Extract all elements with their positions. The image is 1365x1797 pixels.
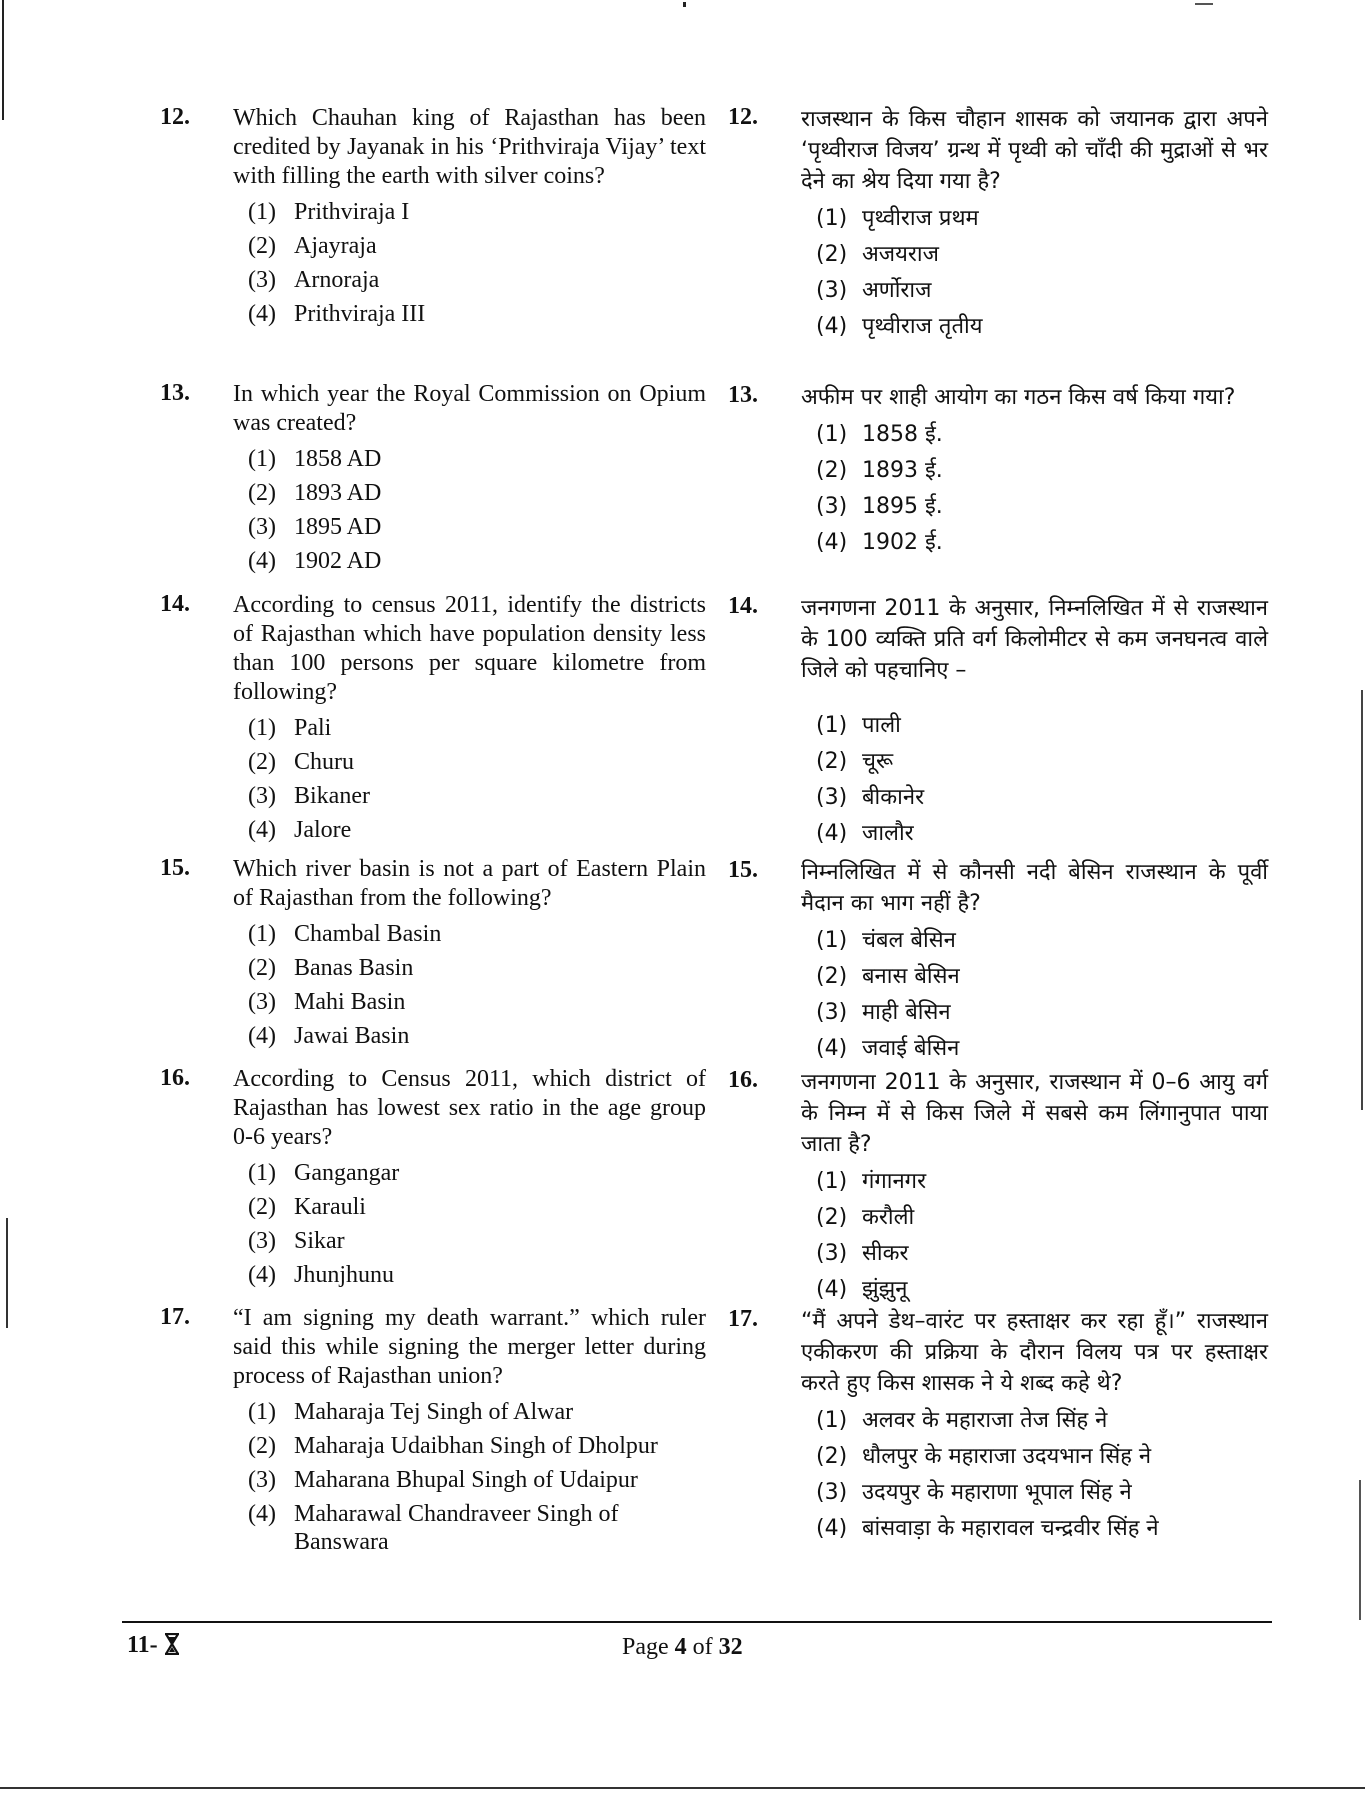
question-text: “मैं अपने डेथ–वारंट पर हस्ताक्षर कर रहा हूँ।” राजस्थान एकीकरण की प्रक्रिया के दौरान विलय पत्र पर हस्ताक्षर करते हुए किस शासक ने ये शब्द कहे थे? (801, 1309, 1268, 1396)
option-text: बनास बेसिन (862, 964, 960, 989)
question-number: 17. (160, 1304, 190, 1330)
option-number: (3) (248, 989, 276, 1015)
option-number: (2) (816, 749, 848, 774)
option (248, 442, 706, 476)
option-text: चंबल बेसिन (862, 928, 956, 953)
options-list (248, 1395, 706, 1556)
option (248, 917, 706, 951)
option-text: झुंझुनू (862, 1277, 908, 1302)
options-list (816, 1403, 1268, 1547)
question-number: 13. (728, 382, 758, 408)
question-number: 17. (728, 1306, 758, 1332)
option-number: (4) (248, 301, 276, 327)
hourglass-icon (164, 1633, 180, 1655)
option (248, 1258, 706, 1292)
question-14-hi (728, 593, 1268, 852)
option-number: (2) (248, 955, 276, 981)
scan-edge-mark (1361, 690, 1363, 1110)
question-text: In which year the Royal Commission on Opium was created? (233, 381, 706, 436)
option-text: जालौर (862, 821, 914, 846)
option-number: (1) (816, 1408, 848, 1433)
option-number: (3) (816, 278, 848, 303)
option (816, 1272, 1268, 1308)
question-14-en (160, 591, 706, 847)
option (816, 995, 1268, 1031)
option (816, 1475, 1268, 1511)
option-number: (2) (816, 1205, 848, 1230)
option (248, 985, 706, 1019)
option (816, 780, 1268, 816)
option-text: Maharaja Tej Singh of Alwar (294, 1399, 574, 1425)
option-text: बांसवाड़ा के महारावल चन्द्रवीर सिंह ने (862, 1516, 1159, 1541)
option-text: Prithviraja III (294, 301, 426, 327)
option-text: Maharaja Udaibhan Singh of Dholpur (294, 1433, 658, 1459)
option-text: अलवर के महाराजा तेज सिंह ने (862, 1408, 1108, 1433)
booklet-code-text: 11- (127, 1632, 158, 1658)
option-number: (4) (248, 817, 276, 843)
option-text: पृथ्वीराज तृतीय (862, 314, 983, 339)
footer-divider (122, 1621, 1272, 1623)
option-text: 1895 ई. (862, 494, 943, 519)
question-text: According to census 2011, identify the districts of Rajasthan which have population density less than 100 persons per square kilometre from following? (233, 592, 706, 705)
option-number: (1) (816, 422, 848, 447)
question-12-en (160, 104, 706, 331)
option (248, 297, 706, 331)
option-text: Bikaner (294, 783, 370, 809)
option-text: 1902 AD (294, 548, 382, 574)
option-text: Chambal Basin (294, 921, 442, 947)
option-text: Maharana Bhupal Singh of Udaipur (294, 1467, 638, 1493)
option-text: Churu (294, 749, 354, 775)
option-number: (3) (816, 494, 848, 519)
option-number: (2) (248, 480, 276, 506)
option (816, 489, 1268, 525)
option-text: जवाई बेसिन (862, 1036, 960, 1061)
scan-artifact-dot (683, 2, 686, 7)
option-number: (1) (816, 928, 848, 953)
option-text: अजयराज (862, 242, 939, 267)
option-number: (2) (248, 233, 276, 259)
option (816, 1439, 1268, 1475)
page-current: 4 (674, 1634, 687, 1660)
option (816, 309, 1268, 345)
option (248, 1190, 706, 1224)
option-number: (3) (816, 1241, 848, 1266)
option-text: Pali (294, 715, 332, 741)
option-text: चूरू (862, 749, 894, 774)
option (248, 1019, 706, 1053)
options-list (248, 711, 706, 847)
option-text: 1858 ई. (862, 422, 943, 447)
option (248, 779, 706, 813)
option-number: (2) (816, 1444, 848, 1469)
option-number: (4) (816, 1277, 848, 1302)
question-text: राजस्थान के किस चौहान शासक को जयानक द्वारा अपने ‘पृथ्वीराज विजय’ ग्रन्थ में पृथ्वी को चाँदी की मुद्राओं से भर देने का श्रेय दिया गया है? (801, 107, 1268, 194)
option (248, 544, 706, 578)
question-16-en (160, 1065, 706, 1292)
question-number: 14. (160, 591, 190, 617)
question-text: जनगणना 2011 के अनुसार, राजस्थान में 0–6 आयु वर्ग के निम्न में से किस जिले में सबसे कम लिंगानुपात पाया जाता है? (801, 1070, 1268, 1157)
option-number: (1) (248, 446, 276, 472)
question-text: Which Chauhan king of Rajasthan has been credited by Jayanak in his ‘Prithviraja Vijay’ text with filling the earth with silver coins? (233, 105, 706, 189)
option-text: Mahi Basin (294, 989, 406, 1015)
option-number: (4) (816, 1516, 848, 1541)
option-number: (1) (248, 715, 276, 741)
option-number: (4) (248, 548, 276, 574)
option-number: (4) (248, 1262, 276, 1288)
option-text: Sikar (294, 1228, 345, 1254)
option-text: गंगानगर (862, 1169, 927, 1194)
question-number: 12. (728, 104, 758, 130)
option (248, 813, 706, 847)
option-number: (3) (816, 785, 848, 810)
option (816, 1236, 1268, 1272)
option-text: Arnoraja (294, 267, 380, 293)
option-text: 1895 AD (294, 514, 382, 540)
option-number: (3) (248, 267, 276, 293)
option-number: (4) (248, 1501, 276, 1527)
question-17-en (160, 1304, 706, 1556)
question-12-hi (728, 104, 1268, 345)
option-number: (4) (816, 530, 848, 555)
options-list (248, 195, 706, 331)
option-text: 1893 ई. (862, 458, 943, 483)
scan-edge-mark (6, 1218, 8, 1328)
option-number: (2) (816, 964, 848, 989)
option-number: (1) (248, 1399, 276, 1425)
option (816, 525, 1268, 561)
page-prefix: Page (622, 1634, 675, 1660)
page-total: 32 (718, 1634, 743, 1660)
option-number: (4) (816, 1036, 848, 1061)
question-15-hi (728, 857, 1268, 1067)
question-number: 16. (728, 1067, 758, 1093)
question-text: “I am signing my death warrant.” which ruler said this while signing the merger letter during process of Rajasthan union? (233, 1305, 706, 1389)
option-number: (1) (248, 921, 276, 947)
question-text: निम्नलिखित में से कौनसी नदी बेसिन राजस्थान के पूर्वी मैदान का भाग नहीं है? (801, 860, 1268, 916)
option-number: (4) (248, 1023, 276, 1049)
option-text: उदयपुर के महाराणा भूपाल सिंह ने (862, 1480, 1132, 1505)
scan-edge-mark (2, 0, 4, 120)
option-text: Jhunjhunu (294, 1262, 395, 1288)
scan-edge-mark (1359, 1480, 1361, 1620)
option-text: पृथ्वीराज प्रथम (862, 206, 979, 231)
option-text: 1858 AD (294, 446, 382, 472)
options-list (816, 201, 1268, 345)
option (816, 201, 1268, 237)
option (248, 1463, 706, 1497)
option (248, 951, 706, 985)
option-number: (1) (816, 1169, 848, 1194)
option-text: पाली (862, 713, 901, 738)
option-text: करौली (862, 1205, 915, 1230)
option (248, 229, 706, 263)
question-text: Which river basin is not a part of Eastern Plain of Rajasthan from the following? (233, 856, 706, 911)
option-text: Karauli (294, 1194, 366, 1220)
option-text: बीकानेर (862, 785, 925, 810)
option-number: (1) (816, 206, 848, 231)
option-number: (3) (248, 1467, 276, 1493)
options-list (248, 442, 706, 578)
option-number: (4) (816, 314, 848, 339)
options-list (816, 923, 1268, 1067)
option-text: Jawai Basin (294, 1023, 410, 1049)
option (816, 959, 1268, 995)
option (816, 816, 1268, 852)
option (816, 453, 1268, 489)
option-number: (3) (816, 1480, 848, 1505)
option (816, 1403, 1268, 1439)
option (248, 263, 706, 297)
option (248, 1156, 706, 1190)
option (248, 476, 706, 510)
option (816, 1200, 1268, 1236)
option (816, 744, 1268, 780)
option (248, 1429, 706, 1463)
option (248, 510, 706, 544)
question-number: 15. (728, 857, 758, 883)
option-text: माही बेसिन (862, 1000, 951, 1025)
option-number: (2) (248, 1194, 276, 1220)
option-number: (3) (816, 1000, 848, 1025)
question-13-hi (728, 382, 1268, 561)
option-number: (1) (248, 1160, 276, 1186)
question-16-hi (728, 1067, 1268, 1308)
options-list (248, 917, 706, 1053)
option-number: (4) (816, 821, 848, 846)
option (248, 1224, 706, 1258)
scan-artifact-dash (1195, 3, 1213, 5)
option-number: (1) (248, 199, 276, 225)
question-13-en (160, 380, 706, 578)
option (816, 417, 1268, 453)
option-text: धौलपुर के महाराजा उदयभान सिंह ने (862, 1444, 1152, 1469)
options-list (248, 1156, 706, 1292)
option (248, 1395, 706, 1429)
question-17-hi (728, 1306, 1268, 1547)
question-number: 16. (160, 1065, 190, 1091)
question-text: जनगणना 2011 के अनुसार, निम्नलिखित में से राजस्थान के 100 व्यक्ति प्रति वर्ग किलोमीटर से कम जनघनत्व वाले जिले को पहचानिए – (801, 596, 1268, 683)
option-text: 1902 ई. (862, 530, 943, 555)
option-number: (2) (816, 458, 848, 483)
scan-edge-mark (0, 1787, 1365, 1789)
options-list (816, 417, 1268, 561)
option (248, 1500, 706, 1556)
option-text: 1893 AD (294, 480, 382, 506)
option-text: Ajayraja (294, 233, 377, 259)
question-text: अफीम पर शाही आयोग का गठन किस वर्ष किया गया? (801, 385, 1236, 410)
option (816, 1511, 1268, 1547)
options-list (816, 708, 1268, 852)
option (816, 237, 1268, 273)
option-text: अर्णोराज (862, 278, 932, 303)
option (248, 195, 706, 229)
question-text: According to Census 2011, which district of Rajasthan has lowest sex ratio in the age group 0-6 years? (233, 1066, 706, 1150)
page-number (622, 1634, 743, 1661)
question-number: 14. (728, 593, 758, 619)
option (816, 1031, 1268, 1067)
question-number: 12. (160, 104, 190, 130)
option-number: (2) (248, 1433, 276, 1459)
booklet-code (127, 1632, 180, 1659)
option-number: (3) (248, 1228, 276, 1254)
options-list (816, 1164, 1268, 1308)
option-text: Maharawal Chandraveer Singh of Banswara (294, 1501, 619, 1555)
option (816, 923, 1268, 959)
option-text: सीकर (862, 1241, 909, 1266)
option (816, 273, 1268, 309)
option (816, 1164, 1268, 1200)
option (248, 711, 706, 745)
option (816, 708, 1268, 744)
option-text: Banas Basin (294, 955, 414, 981)
option-number: (1) (816, 713, 848, 738)
question-number: 15. (160, 855, 190, 881)
option-text: Prithviraja I (294, 199, 410, 225)
option-text: Jalore (294, 817, 352, 843)
page-of: of (686, 1634, 719, 1660)
question-number: 13. (160, 380, 190, 406)
option-text: Gangangar (294, 1160, 400, 1186)
option-number: (2) (816, 242, 848, 267)
option-number: (3) (248, 514, 276, 540)
question-15-en (160, 855, 706, 1053)
option (248, 745, 706, 779)
option-number: (2) (248, 749, 276, 775)
option-number: (3) (248, 783, 276, 809)
